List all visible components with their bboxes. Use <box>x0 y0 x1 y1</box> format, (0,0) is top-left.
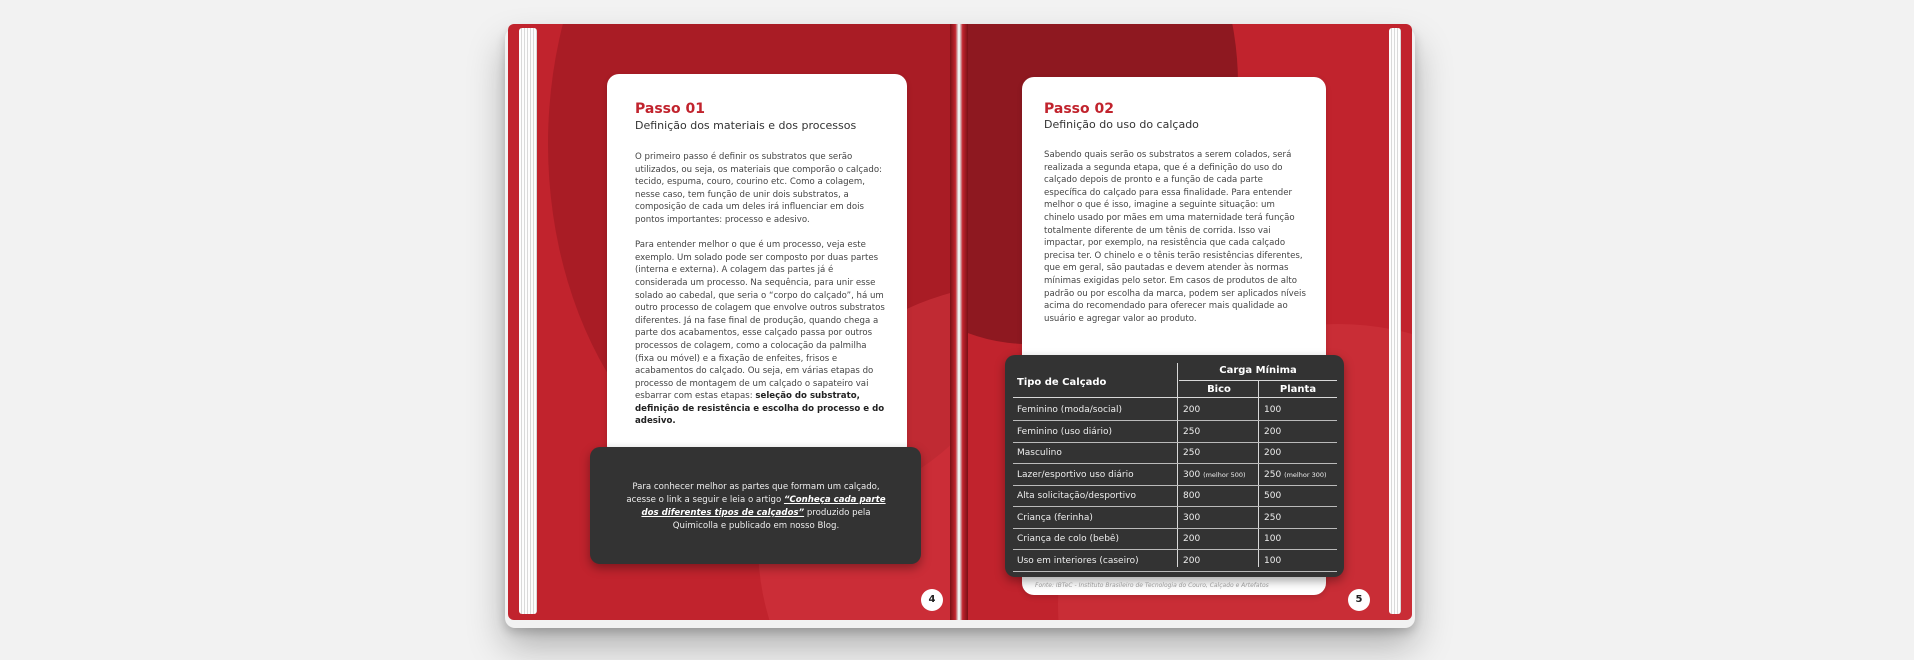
cell-planta <box>1264 491 1281 501</box>
cell-tipo: Alta solicitação/desportivo <box>1017 491 1136 501</box>
step1-paragraph-1: O primeiro passo é definir os substratos que serão utilizados, ou seja, os materiais que comporão o calçado: tecido, espuma, couro, courino etc. Como a colagem, nesse caso, tem função de unir dois substratos, a composição de cada um deles irá influenciar em dois pontos importantes: processo e adesivo. <box>635 152 883 225</box>
cell-planta-value: 200 <box>1264 426 1282 437</box>
step1-paragraph-2-text: Para entender melhor o que é um processo, veja este exemplo. Um solado pode ser composto por duas partes (interna e externa). A colagem das partes já é considerada um processo. Na sequência, para unir esse solado ao cabedal, que seria o “corpo do calçado”, há um outro processo de colagem que envolve outros substratos diferentes. Já na fase final de produção, quando chega a parte dos acabamentos, esse calçado passa por outros processos de colagem, como a colocação da palmilha (fixa ou móvel) e a fixação de enfeites, frisos e acabamentos do calçado. Ou seja, em várias etapas do processo de montagem de um calçado o sapateiro vai esbarrar com estas etapas: <box>635 240 885 402</box>
cell-bico-value: 200 <box>1183 555 1201 566</box>
table-row <box>1013 399 1337 421</box>
table-row <box>1013 485 1337 507</box>
table-row <box>1013 442 1337 464</box>
step2-subtitle: Definição do uso do calçado <box>1044 118 1199 131</box>
cell-planta-note: (melhor 300) <box>1284 470 1327 479</box>
cell-bico-value: 300 <box>1183 512 1201 523</box>
table-header-carga-minima: Carga Mínima <box>1219 365 1297 376</box>
cell-planta <box>1264 556 1281 566</box>
cell-bico-value: 300 <box>1183 469 1201 480</box>
cell-bico <box>1183 405 1200 415</box>
cell-bico <box>1183 491 1200 501</box>
cell-planta <box>1264 405 1281 415</box>
cell-planta-value: 200 <box>1264 448 1282 458</box>
cell-bico <box>1183 513 1200 523</box>
book-spine <box>950 24 968 620</box>
cell-bico <box>1183 448 1200 458</box>
cell-bico-value: 250 <box>1183 426 1201 437</box>
minimum-load-table-card <box>1005 355 1344 577</box>
step2-title: Passo 02 <box>1044 101 1114 117</box>
info-text-after: produzido pela Quimicolla e publicado em nosso Blog. <box>672 508 871 531</box>
step1-subtitle: Definição dos materiais e dos processos <box>635 119 857 132</box>
page-number-right: 5 <box>1348 589 1370 611</box>
table-row <box>1013 550 1337 572</box>
cell-tipo: Feminino (moda/social) <box>1017 405 1122 415</box>
cell-tipo: Uso em interiores (caseiro) <box>1017 555 1139 566</box>
cell-bico-note: (melhor 500) <box>1203 470 1246 479</box>
page-number-left: 4 <box>921 589 943 611</box>
cell-tipo: Criança de colo (bebê) <box>1017 534 1119 544</box>
table-header-bico: Bico <box>1207 384 1231 395</box>
cell-tipo: Lazer/esportivo uso diário <box>1017 469 1134 480</box>
cell-bico-value: 200 <box>1183 405 1201 415</box>
blog-info-box <box>590 447 921 564</box>
table-row <box>1013 464 1337 486</box>
cell-bico <box>1183 556 1200 566</box>
cell-planta <box>1264 427 1281 437</box>
cell-planta-value: 100 <box>1264 405 1282 415</box>
cell-planta <box>1264 513 1281 523</box>
table-row <box>1013 507 1337 529</box>
blog-article-link[interactable]: “Conheça cada parte dos diferentes tipos de calçados” <box>641 495 886 518</box>
cell-tipo: Feminino (uso diário) <box>1017 426 1112 437</box>
step1-title: Passo 01 <box>635 101 705 117</box>
cell-planta-value: 500 <box>1264 491 1282 501</box>
cell-bico-value: 250 <box>1183 448 1201 458</box>
step1-paragraph-2 <box>635 239 887 428</box>
cell-tipo: Masculino <box>1017 448 1062 458</box>
table-row <box>1013 421 1337 443</box>
table-row <box>1013 528 1337 550</box>
table-row-divider <box>1013 571 1337 572</box>
cell-planta <box>1264 448 1281 458</box>
cell-planta <box>1264 534 1281 544</box>
info-text-before: Para conhecer melhor as partes que formam um calçado, acesse o link a seguir e leia o artigo <box>626 482 880 505</box>
cell-planta <box>1264 470 1327 480</box>
cell-planta-value: 100 <box>1264 534 1282 544</box>
table-divider <box>1013 397 1337 398</box>
cell-tipo: Criança (ferinha) <box>1017 512 1093 523</box>
cell-bico-value: 800 <box>1183 491 1201 501</box>
cell-planta-value: 100 <box>1264 555 1282 566</box>
cell-bico-value: 200 <box>1183 534 1201 544</box>
table-header-planta: Planta <box>1279 384 1317 395</box>
cell-bico <box>1183 427 1200 437</box>
blog-info-text <box>618 481 894 533</box>
cell-bico <box>1183 470 1246 480</box>
step1-body <box>635 151 887 441</box>
page-edges-left <box>519 28 537 614</box>
step2-body <box>1044 149 1306 338</box>
table-header-tipo: Tipo de Calçado <box>1017 377 1107 388</box>
table-source: Fonte: IBTeC - Instituto Brasileiro de Tecnologia do Couro, Calçado e Artefatos <box>1035 582 1269 589</box>
step2-paragraph-1: Sabendo quais serão os substratos a serem colados, será realizada a segunda etapa, que é a definição do uso do calçado depois de pronto e a função de cada parte específica do calçado para essa finalidade. Para entender melhor o que é isso, imagine a seguinte situação: um chinelo usado por mães em uma maternidade terá função totalmente diferente de um tênis de corrida. Isso vai impactar, por exemplo, na resistência que cada calçado precisa ter. O chinelo e o tênis terão resistências diferentes, que em geral, são pautadas e devem atender às normas mínimas exigidas pelo setor. Em casos de produtos de alto padrão ou por escolha da marca, podem ser aplicados níveis acima do recomendado para oferecer mais qualidade ao usuário e agregar valor ao produto. <box>1044 150 1306 324</box>
cell-planta-value: 250 <box>1264 512 1282 523</box>
step1-card <box>607 74 907 458</box>
cell-planta-value: 250 <box>1264 469 1282 480</box>
step1-paragraph-2-bold: seleção do substrato, definição de resistência e escolha do processo e do adesivo. <box>635 391 885 427</box>
cell-bico <box>1183 534 1200 544</box>
page-edges-right <box>1389 28 1401 614</box>
